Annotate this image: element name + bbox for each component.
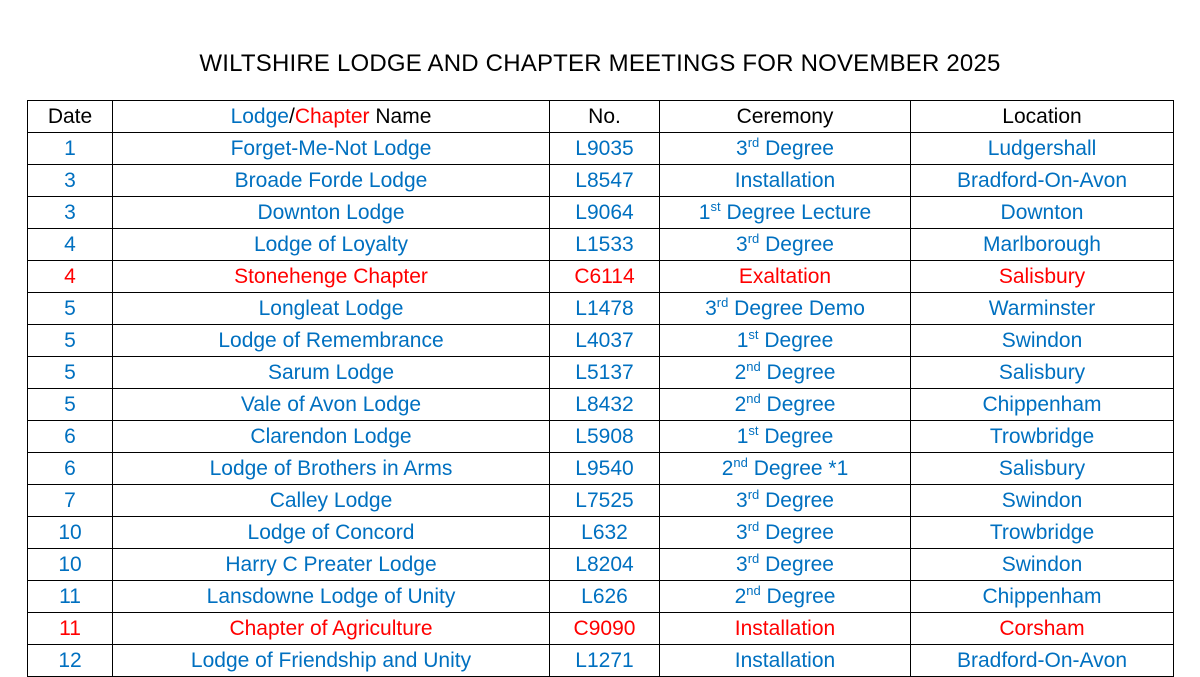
header-name bbox=[113, 101, 550, 133]
table-row bbox=[28, 421, 1174, 453]
cell-name: Stonehenge Chapter bbox=[113, 261, 550, 293]
ceremony-rest: Degree bbox=[760, 392, 836, 416]
cell-location: Bradford-On-Avon bbox=[911, 645, 1174, 677]
cell-name: Vale of Avon Lodge bbox=[113, 389, 550, 421]
cell-location: Chippenham bbox=[911, 389, 1174, 421]
table-row bbox=[28, 485, 1174, 517]
cell-name: Lodge of Concord bbox=[113, 517, 550, 549]
table-row bbox=[28, 645, 1174, 677]
cell-ceremony bbox=[660, 389, 911, 421]
cell-ceremony bbox=[660, 197, 911, 229]
cell-name: Broade Forde Lodge bbox=[113, 165, 550, 197]
cell-location: Salisbury bbox=[911, 261, 1174, 293]
header-name-separator: / bbox=[288, 104, 295, 128]
cell-name: Lodge of Remembrance bbox=[113, 325, 550, 357]
cell-name: Forget-Me-Not Lodge bbox=[113, 133, 550, 165]
ceremony-rest: Degree bbox=[758, 328, 834, 352]
table-row bbox=[28, 389, 1174, 421]
cell-ceremony bbox=[660, 581, 911, 613]
cell-ceremony bbox=[660, 357, 911, 389]
header-name-lodge: Lodge bbox=[230, 104, 289, 128]
cell-location: Salisbury bbox=[911, 357, 1174, 389]
cell-ceremony bbox=[660, 229, 911, 261]
ceremony-rest: Degree bbox=[759, 520, 834, 544]
cell-number: C6114 bbox=[550, 261, 660, 293]
cell-ceremony bbox=[660, 261, 911, 293]
cell-name: Clarendon Lodge bbox=[113, 421, 550, 453]
page-title: WILTSHIRE LODGE AND CHAPTER MEETINGS FOR NOVEMBER 2025 bbox=[199, 50, 1001, 77]
cell-name: Downton Lodge bbox=[113, 197, 550, 229]
table-row bbox=[28, 581, 1174, 613]
table-row bbox=[28, 261, 1174, 293]
cell-number: L8432 bbox=[550, 389, 660, 421]
ceremony-ordinal-suffix: nd bbox=[733, 454, 748, 470]
cell-number: L9540 bbox=[550, 453, 660, 485]
cell-location: Swindon bbox=[911, 325, 1174, 357]
table-row bbox=[28, 197, 1174, 229]
ceremony-ordinal-suffix: rd bbox=[716, 294, 729, 310]
ceremony-rest: Degree bbox=[759, 488, 834, 512]
cell-ceremony bbox=[660, 645, 911, 677]
table-row bbox=[28, 613, 1174, 645]
table-row bbox=[28, 325, 1174, 357]
header-location: Location bbox=[911, 101, 1174, 133]
cell-date: 5 bbox=[28, 389, 113, 421]
cell-date: 1 bbox=[28, 133, 113, 165]
cell-number: L9035 bbox=[550, 133, 660, 165]
cell-date: 11 bbox=[28, 581, 113, 613]
table-row bbox=[28, 357, 1174, 389]
ceremony-ordinal-suffix: rd bbox=[747, 230, 760, 246]
cell-name: Chapter of Agriculture bbox=[113, 613, 550, 645]
ceremony-main: Installation bbox=[734, 616, 836, 640]
cell-number: L4037 bbox=[550, 325, 660, 357]
table-row bbox=[28, 453, 1174, 485]
header-name-suffix: Name bbox=[369, 104, 432, 128]
cell-date: 5 bbox=[28, 325, 113, 357]
cell-name: Longleat Lodge bbox=[113, 293, 550, 325]
cell-location: Downton bbox=[911, 197, 1174, 229]
table-row bbox=[28, 517, 1174, 549]
ceremony-main: 3 bbox=[736, 488, 748, 512]
cell-date: 3 bbox=[28, 165, 113, 197]
cell-number: L7525 bbox=[550, 485, 660, 517]
cell-number: L632 bbox=[550, 517, 660, 549]
cell-name: Sarum Lodge bbox=[113, 357, 550, 389]
cell-name: Harry C Preater Lodge bbox=[113, 549, 550, 581]
ceremony-main: 3 bbox=[736, 136, 748, 160]
meetings-table bbox=[27, 100, 1174, 677]
ceremony-main: 1 bbox=[736, 424, 749, 448]
table-row bbox=[28, 549, 1174, 581]
cell-date: 5 bbox=[28, 293, 113, 325]
cell-location: Trowbridge bbox=[911, 421, 1174, 453]
ceremony-ordinal-suffix: nd bbox=[746, 358, 761, 374]
ceremony-main: Exaltation bbox=[738, 264, 832, 288]
cell-location: Salisbury bbox=[911, 453, 1174, 485]
cell-date: 3 bbox=[28, 197, 113, 229]
cell-ceremony bbox=[660, 549, 911, 581]
cell-name: Calley Lodge bbox=[113, 485, 550, 517]
ceremony-rest: Degree bbox=[759, 136, 834, 160]
ceremony-main: 1 bbox=[736, 328, 749, 352]
table-row bbox=[28, 293, 1174, 325]
cell-location: Trowbridge bbox=[911, 517, 1174, 549]
ceremony-main: 3 bbox=[736, 520, 748, 544]
ceremony-ordinal-suffix: nd bbox=[746, 390, 761, 406]
cell-date: 10 bbox=[28, 549, 113, 581]
ceremony-rest: Degree bbox=[760, 584, 836, 608]
ceremony-main: 2 bbox=[734, 584, 747, 608]
cell-location: Warminster bbox=[911, 293, 1174, 325]
ceremony-main: 3 bbox=[736, 232, 748, 256]
ceremony-rest: Degree bbox=[758, 424, 834, 448]
cell-date: 10 bbox=[28, 517, 113, 549]
cell-location: Bradford-On-Avon bbox=[911, 165, 1174, 197]
cell-name: Lansdowne Lodge of Unity bbox=[113, 581, 550, 613]
cell-name: Lodge of Brothers in Arms bbox=[113, 453, 550, 485]
ceremony-main: 2 bbox=[734, 392, 747, 416]
cell-location: Corsham bbox=[911, 613, 1174, 645]
ceremony-rest: Degree Lecture bbox=[720, 200, 872, 224]
ceremony-ordinal-suffix: st bbox=[748, 326, 759, 342]
ceremony-ordinal-suffix: rd bbox=[747, 486, 760, 502]
ceremony-rest: Degree Demo bbox=[728, 296, 865, 320]
cell-location: Ludgershall bbox=[911, 133, 1174, 165]
ceremony-ordinal-suffix: st bbox=[710, 198, 721, 214]
cell-name: Lodge of Loyalty bbox=[113, 229, 550, 261]
cell-date: 5 bbox=[28, 357, 113, 389]
cell-date: 4 bbox=[28, 261, 113, 293]
header-ceremony: Ceremony bbox=[660, 101, 911, 133]
header-date: Date bbox=[28, 101, 113, 133]
ceremony-ordinal-suffix: st bbox=[748, 422, 759, 438]
ceremony-main: 2 bbox=[734, 360, 747, 384]
ceremony-main: Installation bbox=[734, 648, 836, 672]
cell-date: 12 bbox=[28, 645, 113, 677]
ceremony-ordinal-suffix: rd bbox=[747, 518, 760, 534]
header-number: No. bbox=[550, 101, 660, 133]
ceremony-rest: Degree bbox=[760, 360, 836, 384]
cell-number: L5908 bbox=[550, 421, 660, 453]
table-row bbox=[28, 133, 1174, 165]
cell-number: L9064 bbox=[550, 197, 660, 229]
ceremony-rest: Degree *1 bbox=[747, 456, 849, 480]
cell-ceremony bbox=[660, 165, 911, 197]
cell-ceremony bbox=[660, 325, 911, 357]
table-row bbox=[28, 229, 1174, 261]
cell-date: 6 bbox=[28, 453, 113, 485]
ceremony-main: 2 bbox=[721, 456, 734, 480]
ceremony-ordinal-suffix: nd bbox=[746, 582, 761, 598]
ceremony-main: 1 bbox=[698, 200, 711, 224]
table-header-row bbox=[28, 101, 1174, 133]
cell-date: 7 bbox=[28, 485, 113, 517]
cell-number: L5137 bbox=[550, 357, 660, 389]
ceremony-main: Installation bbox=[734, 168, 836, 192]
cell-location: Swindon bbox=[911, 549, 1174, 581]
cell-date: 4 bbox=[28, 229, 113, 261]
cell-ceremony bbox=[660, 517, 911, 549]
ceremony-rest: Degree bbox=[759, 232, 834, 256]
ceremony-main: 3 bbox=[736, 552, 748, 576]
cell-name: Lodge of Friendship and Unity bbox=[113, 645, 550, 677]
cell-ceremony bbox=[660, 613, 911, 645]
cell-number: L1533 bbox=[550, 229, 660, 261]
cell-ceremony bbox=[660, 453, 911, 485]
ceremony-ordinal-suffix: rd bbox=[747, 134, 760, 150]
cell-number: L8547 bbox=[550, 165, 660, 197]
cell-ceremony bbox=[660, 293, 911, 325]
ceremony-ordinal-suffix: rd bbox=[747, 550, 760, 566]
cell-number: L1478 bbox=[550, 293, 660, 325]
cell-ceremony bbox=[660, 133, 911, 165]
cell-date: 11 bbox=[28, 613, 113, 645]
cell-date: 6 bbox=[28, 421, 113, 453]
header-name-chapter: Chapter bbox=[294, 104, 370, 128]
cell-ceremony bbox=[660, 421, 911, 453]
ceremony-main: 3 bbox=[705, 296, 717, 320]
cell-location: Swindon bbox=[911, 485, 1174, 517]
cell-location: Chippenham bbox=[911, 581, 1174, 613]
cell-ceremony bbox=[660, 485, 911, 517]
cell-number: L8204 bbox=[550, 549, 660, 581]
ceremony-rest: Degree bbox=[759, 552, 834, 576]
cell-number: C9090 bbox=[550, 613, 660, 645]
cell-number: L1271 bbox=[550, 645, 660, 677]
cell-number: L626 bbox=[550, 581, 660, 613]
table-row bbox=[28, 165, 1174, 197]
cell-location: Marlborough bbox=[911, 229, 1174, 261]
